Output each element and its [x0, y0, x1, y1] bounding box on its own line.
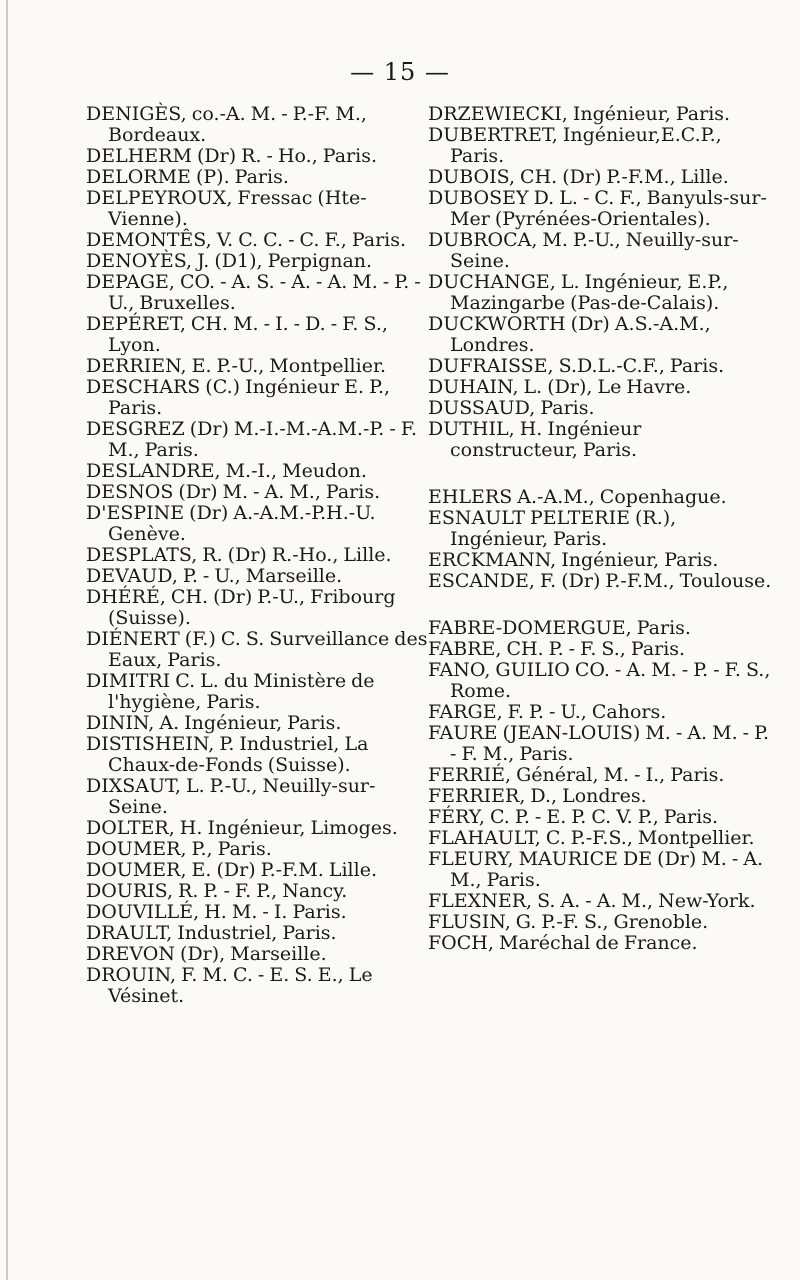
directory-entry: DIMITRI C. L. du Ministère de l'hygiène, Paris. — [86, 670, 375, 713]
directory-entry: DENOYÈS, J. (D1), Perpignan. — [86, 250, 373, 272]
directory-entry: DUBROCA, M. P.-U., Neuilly-sur-Seine. — [428, 229, 739, 272]
directory-entry: DESLANDRE, M.-I., Meudon. — [86, 460, 367, 482]
directory-entry: DESNOS (Dr) M. - A. M., Paris. — [86, 481, 381, 503]
directory-entry: ERCKMANN, Ingénieur, Paris. — [428, 549, 719, 571]
directory-entry: FERRIER, D., Londres. — [428, 785, 647, 807]
directory-entry: DUCHANGE, L. Ingénieur, E.P., Mazingarbe (Pas-de-Calais). — [428, 271, 729, 314]
directory-entry: ESNAULT PELTERIE (R.), Ingénieur, Paris. — [428, 507, 677, 550]
directory-entry: DOLTER, H. Ingénieur, Limoges. — [86, 817, 398, 839]
directory-entry: DUCKWORTH (Dr) A.S.-A.M., Londres. — [428, 313, 711, 356]
left-column — [86, 104, 432, 1007]
directory-entry: FANO, GUILIO CO. - A. M. - P. - F. S., Rome. — [428, 659, 771, 702]
directory-entry: DEVAUD, P. - U., Marseille. — [86, 565, 343, 587]
directory-entry: DOUVILLÉ, H. M. - I. Paris. — [86, 901, 347, 923]
directory-entry: DESCHARS (C.) Ingénieur E. P., Paris. — [86, 376, 391, 419]
page-number: — 15 — — [350, 58, 450, 86]
section-gap — [428, 461, 774, 487]
directory-entry: DELHERM (Dr) R. - Ho., Paris. — [86, 145, 377, 167]
directory-entry: ESCANDE, F. (Dr) P.-F.M., Toulouse. — [428, 570, 772, 592]
directory-entry: DIXSAUT, L. P.-U., Neuilly-sur-Seine. — [86, 775, 376, 818]
directory-entry: EHLERS A.-A.M., Copenhague. — [428, 486, 727, 508]
directory-entry: D'ESPINE (Dr) A.-A.M.-P.H.-U. Genève. — [86, 502, 376, 545]
directory-entry: FAURE (JEAN-LOUIS) M. - A. M. - P. - F. M., Paris. — [428, 722, 770, 765]
directory-entry: DUBOIS, CH. (Dr) P.-F.M., Lille. — [428, 166, 729, 188]
directory-entry: DISTISHEIN, P. Industriel, La Chaux-de-Fonds (Suisse). — [86, 733, 369, 776]
directory-entry: DININ, A. Ingénieur, Paris. — [86, 712, 342, 734]
directory-entry: DOURIS, R. P. - F. P., Nancy. — [86, 880, 348, 902]
directory-entry: DROUIN, F. M. C. - E. S. E., Le Vésinet. — [86, 964, 373, 1007]
directory-entry: FLEXNER, S. A. - A. M., New-York. — [428, 890, 756, 912]
directory-entry: FLAHAULT, C. P.-F.S., Montpellier. — [428, 827, 755, 849]
directory-entry: DUHAIN, L. (Dr), Le Havre. — [428, 376, 692, 398]
directory-entry: DEPÉRET, CH. M. - I. - D. - F. S., Lyon. — [86, 313, 388, 356]
directory-entry: DIÉNERT (F.) C. S. Surveillance des Eaux, Paris. — [86, 628, 428, 671]
directory-entry: DELPEYROUX, Fressac (Hte-Vienne). — [86, 187, 367, 230]
directory-entry: DRZEWIECKI, Ingénieur, Paris. — [428, 103, 731, 125]
directory-entry: DEPAGE, CO. - A. S. - A. - A. M. - P. - U., Bruxelles. — [86, 271, 421, 314]
directory-entry: DREVON (Dr), Marseille. — [86, 943, 327, 965]
directory-entry: DUBERTRET, Ingénieur,E.C.P., Paris. — [428, 124, 722, 167]
directory-entry: FABRE-DOMERGUE, Paris. — [428, 617, 691, 639]
directory-entry: FOCH, Maréchal de France. — [428, 932, 698, 954]
directory-entry: FARGE, F. P. - U., Cahors. — [428, 701, 667, 723]
directory-entry: DUBOSEY D. L. - C. F., Banyuls-sur-Mer (Pyrénées-Orientales). — [428, 187, 767, 230]
page-edge-rule — [6, 0, 8, 1280]
directory-entry: DUSSAUD, Paris. — [428, 397, 595, 419]
directory-entry: DRAULT, Industriel, Paris. — [86, 922, 337, 944]
directory-entry: DEMONTÊS, V. C. C. - C. F., Paris. — [86, 229, 407, 251]
directory-entry: FLUSIN, G. P.-F. S., Grenoble. — [428, 911, 709, 933]
directory-entry: DERRIEN, E. P.-U., Montpellier. — [86, 355, 386, 377]
directory-entry: DOUMER, P., Paris. — [86, 838, 272, 860]
directory-entry: DESPLATS, R. (Dr) R.-Ho., Lille. — [86, 544, 392, 566]
directory-entry: DOUMER, E. (Dr) P.-F.M. Lille. — [86, 859, 377, 881]
directory-entry: DELORME (P). Paris. — [86, 166, 289, 188]
right-column — [428, 104, 774, 954]
directory-entry: FABRE, CH. P. - F. S., Paris. — [428, 638, 686, 660]
directory-entry: FLEURY, MAURICE DE (Dr) M. - A. M., Paris. — [428, 848, 764, 891]
directory-entry: FÉRY, C. P. - E. P. C. V. P., Paris. — [428, 806, 718, 828]
section-gap — [428, 592, 774, 618]
directory-entry: FERRIÉ, Général, M. - I., Paris. — [428, 764, 725, 786]
directory-entry: DENIGÈS, co.-A. M. - P.-F. M., Bordeaux. — [86, 103, 367, 146]
directory-entry: DUTHIL, H. Ingénieur constructeur, Paris. — [428, 418, 642, 461]
directory-entry: DUFRAISSE, S.D.L.-C.F., Paris. — [428, 355, 725, 377]
directory-entry: DHÉRÉ, CH. (Dr) P.-U., Fribourg (Suisse). — [86, 586, 396, 629]
directory-entry: DESGREZ (Dr) M.-I.-M.-A.M.-P. - F. M., Paris. — [86, 418, 418, 461]
